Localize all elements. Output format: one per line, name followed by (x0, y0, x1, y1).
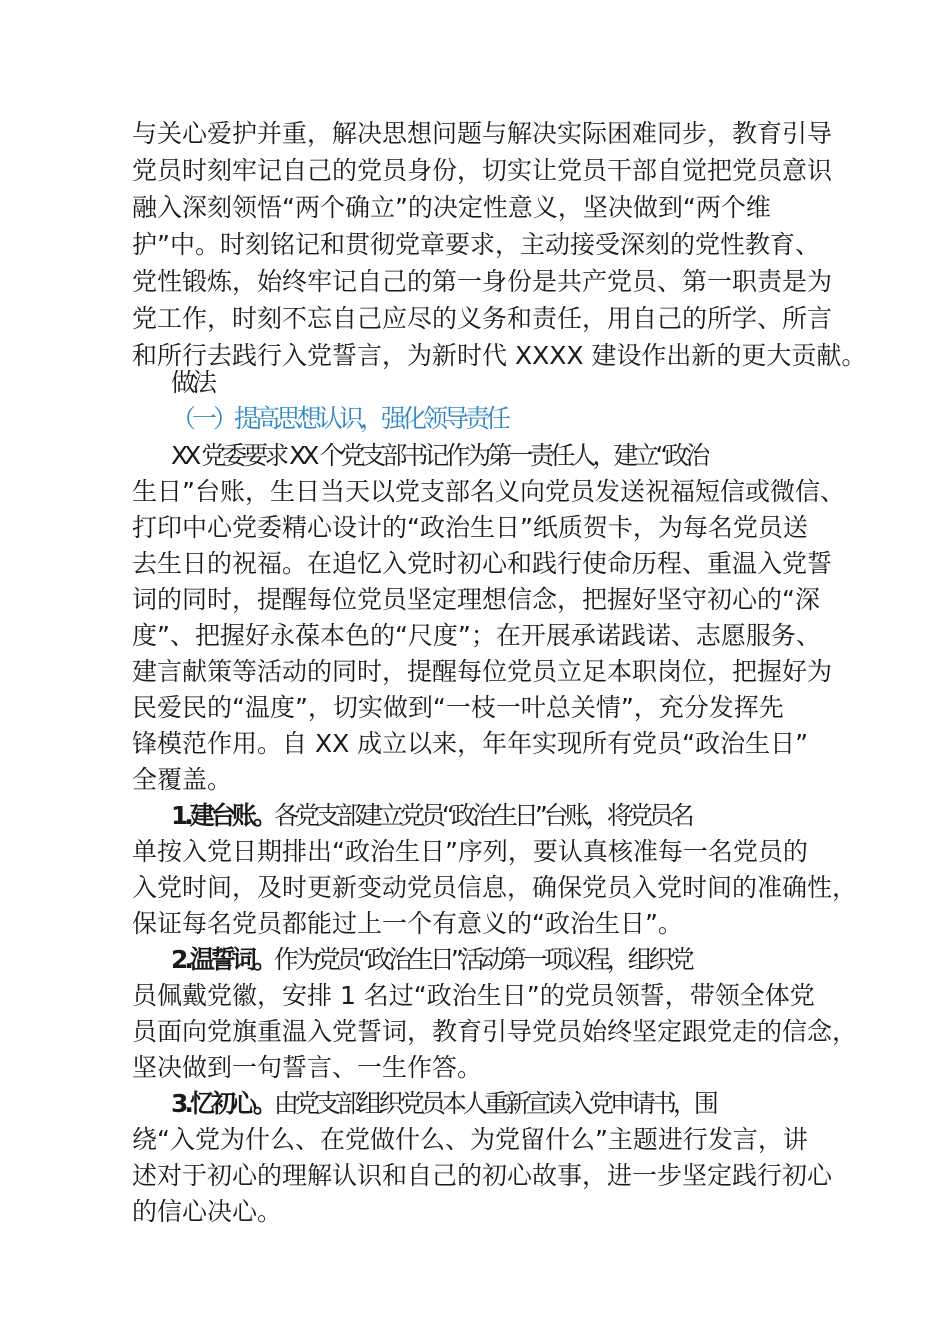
item-1-line (171, 797, 911, 834)
paragraph-line: 打印中心党委精心设计的“政治生日”纸质贺卡，为每名党员送 (132, 513, 808, 542)
paragraph-line: 党员时刻牢记自己的党员身份，切实让党员干部自觉把党员意识 (132, 156, 833, 185)
paragraph-line: 去生日的祝福。在追忆入党时初心和践行使命历程、重温入党誓 (132, 549, 833, 578)
paragraph-line: 锋模范作用。自 XX 成立以来，年年实现所有党员“政治生日” (132, 729, 809, 758)
paragraph-line: 全覆盖。 (132, 765, 233, 794)
section-title: 做法 (171, 368, 214, 397)
paragraph-line: 绕“入党为什么、在党做什么、为党留什么”主题进行发言，讲 (132, 1125, 808, 1154)
paragraph-line: XX 党委要求 XX 个党支部书记作为第一责任人，建立“政治 (171, 441, 707, 470)
paragraph-line: 建言献策等活动的同时，提醒每位党员立足本职岗位，把握好为 (132, 657, 833, 686)
paragraph-line: 单按入党日期排出“政治生日”序列，要认真核准每一名党员的 (132, 837, 808, 866)
subsection-heading: （一）提高思想认识，强化领导责任 (171, 404, 508, 433)
item-2-label: 2.温誓词。 (171, 945, 274, 974)
paragraph-line: 与关心爱护并重，解决思想问题与解决实际困难同步，教育引导 (132, 119, 833, 148)
paragraph-line: 保证每名党员都能过上一个有意义的“政治生日”。 (132, 909, 683, 938)
paragraph-line: 度”、把握好永葆本色的“尺度”；在开展承诺践诺、志愿服务、 (132, 621, 821, 650)
paragraph-line: 党工作，时刻不忘自己应尽的义务和责任，用自己的所学、所言 (132, 304, 833, 333)
paragraph-line: 融入深刻领悟“两个确立”的决定性意义，坚决做到“两个维 (132, 193, 771, 222)
paragraph-line: 护”中。时刻铭记和贯彻党章要求，主动接受深刻的党性教育、 (132, 230, 820, 259)
paragraph-line: 民爱民的“温度”，切实做到“一枝一叶总关情”，充分发挥先 (132, 693, 784, 722)
paragraph-line: 员佩戴党徽，安排 1 名过“政治生日”的党员领誓，带领全体党 (132, 981, 815, 1010)
item-1-label: 1.建台账。 (171, 801, 274, 830)
item-2-text: 作为党员“政治生日”活动第一项议程，组织党 (273, 945, 691, 974)
paragraph-line: 党性锻炼，始终牢记自己的第一身份是共产党员、第一职责是为 (132, 267, 833, 296)
paragraph-line: 述对于初心的理解认识和自己的初心故事，进一步坚定践行初心 (132, 1161, 833, 1190)
item-2-line (171, 941, 911, 978)
item-3-line (171, 1085, 911, 1122)
paragraph-line: 和所行去践行入党誓言，为新时代 XXXX 建设作出新的更大贡献。 (132, 341, 867, 370)
paragraph-line: 词的同时，提醒每位党员坚定理想信念，把握好坚守初心的“深 (132, 585, 820, 614)
paragraph-line: 坚决做到一句誓言、一生作答。 (132, 1053, 483, 1082)
paragraph-line: 生日”台账，生日当天以党支部名义向党员发送祝福短信或微信、 (132, 477, 845, 506)
item-3-text: 由党支部组织党员本人重新宣读入党申请书，围 (273, 1089, 715, 1118)
paragraph-line: 入党时间，及时更新变动党员信息，确保党员入党时间的准确性， (132, 873, 858, 902)
item-3-label: 3.忆初心。 (171, 1089, 274, 1118)
item-1-text: 各党支部建立党员“政治生日”台账，将党员名 (273, 801, 691, 830)
paragraph-line: 的信心决心。 (132, 1197, 283, 1226)
paragraph-line: 员面向党旗重温入党誓词，教育引导党员始终坚定跟党走的信念， (132, 1017, 858, 1046)
